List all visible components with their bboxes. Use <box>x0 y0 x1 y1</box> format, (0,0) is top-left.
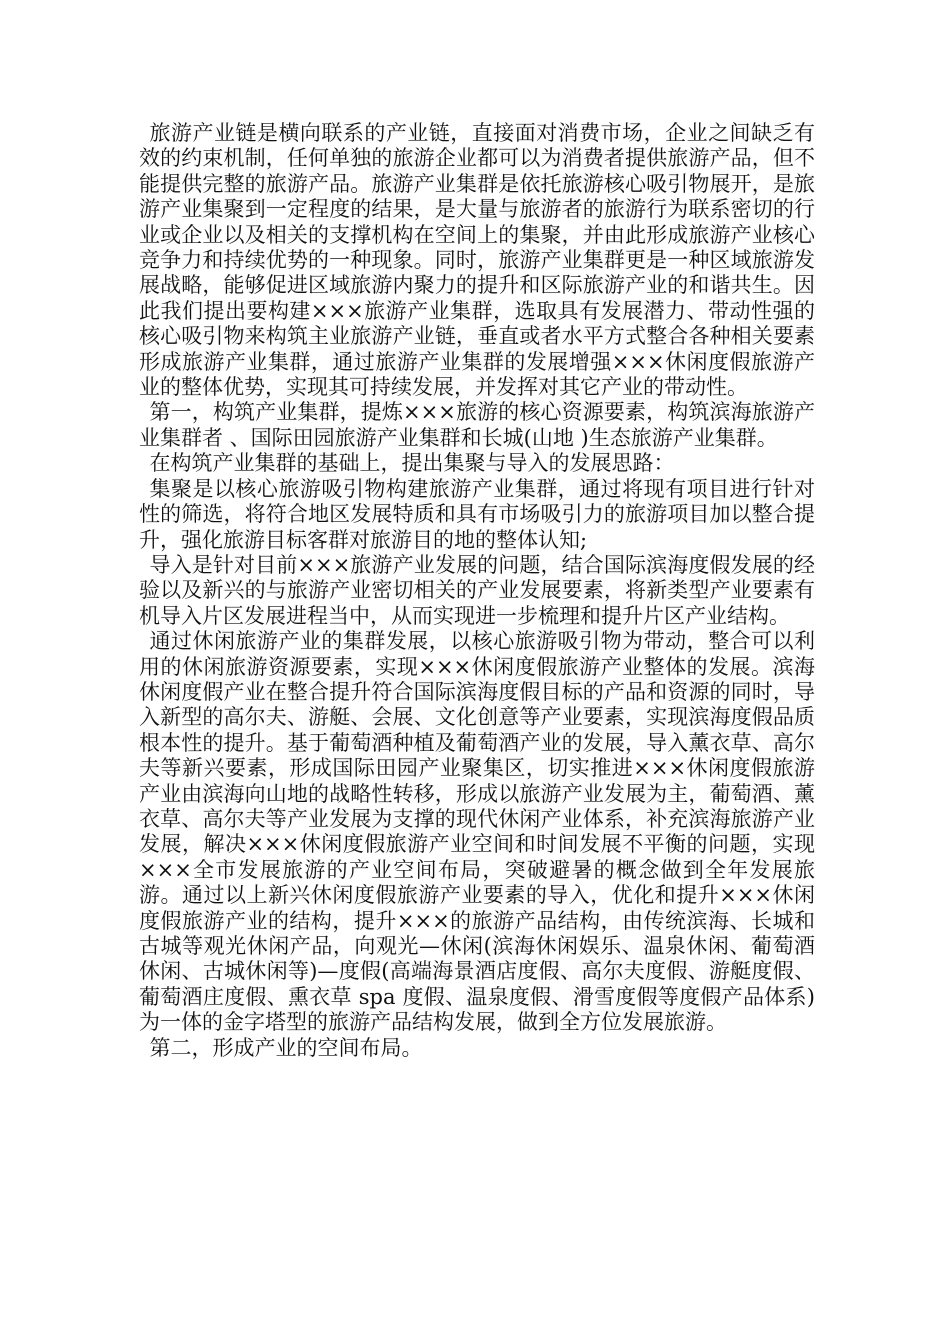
document-body <box>139 121 815 1061</box>
paragraph-approach: 在构筑产业集群的基础上，提出集聚与导入的发展思路： <box>149 451 675 476</box>
paragraph-first-point: 第一，构筑产业集群，提炼×××旅游的核心资源要素，构筑滨海旅游产业集群者 、国际田园旅游产业集群和长城(山地 )生态旅游产业集群。 <box>139 400 815 450</box>
paragraph-agglomeration: 集聚是以核心旅游吸引物构建旅游产业集群，通过将现有项目进行针对性的筛选，将符合地区发展特质和具有市场吸引力的旅游项目加以整合提升，强化旅游目标客群对旅游目的地的整体认知; <box>139 476 815 552</box>
paragraph-second-point: 第二，形成产业的空间布局。 <box>149 1035 423 1060</box>
paragraph-intro: 旅游产业链是横向联系的产业链，直接面对消费市场，企业之间缺乏有效的约束机制，任何单独的旅游企业都可以为消费者提供旅游产品，但不能提供完整的旅游产品。旅游产业集群是依托旅游核心吸引物展开，是旅游产业集聚到一定程度的结果，是大量与旅游者的旅游行为联系密切的行业或企业以及相关的支撑机构在空间上的集聚，并由此形成旅游产业核心竞争力和持续优势的一种现象。同时，旅游产业集群更是一种区域旅游发展战略，能够促进区域旅游内聚力的提升和区际旅游产业的和谐共生。因此我们提出要构建×××旅游产业集群，选取具有发展潜力、带动性强的核心吸引物来构筑主业旅游产业链，垂直或者水平方式整合各种相关要素形成旅游产业集群，通过旅游产业集群的发展增强×××休闲度假旅游产业的整体优势，实现其可持续发展，并发挥对其它产业的带动性。 <box>139 121 815 400</box>
paragraph-cluster-development: 通过休闲旅游产业的集群发展，以核心旅游吸引物为带动，整合可以利用的休闲旅游资源要素，实现×××休闲度假旅游产业整体的发展。滨海休闲度假产业在整合提升符合国际滨海度假目标的产品和资源的同时，导入新型的高尔夫、游艇、会展、文化创意等产业要素，实现滨海度假品质根本性的提升。基于葡萄酒种植及葡萄酒产业的发展，导入薰衣草、高尔夫等新兴要素，形成国际田园产业聚集区，切实推进×××休闲度假旅游产业由滨海向山地的战略性转移，形成以旅游产业发展为主，葡萄酒、薰衣草、高尔夫等产业发展为支撑的现代休闲产业体系，补充滨海旅游产业发展，解决×××休闲度假旅游产业空间和时间发展不平衡的问题，实现×××全市发展旅游的产业空间布局，突破避暑的概念做到全年发展旅游。通过以上新兴休闲度假旅游产业要素的导入，优化和提升×××休闲度假旅游产业的结构，提升×××的旅游产品结构，由传统滨海、长城和古城等观光休闲产品，向观光—休闲(滨海休闲娱乐、温泉休闲、葡萄酒休闲、古城休闲等)—度假(高端海景酒店度假、高尔夫度假、游艇度假、葡萄酒庄度假、熏衣草 spa 度假、温泉度假、滑雪度假等度假产品体系)为一体的金字塔型的旅游产品结构发展，做到全方位发展旅游。 <box>139 629 815 1035</box>
paragraph-introduction: 导入是针对目前×××旅游产业发展的问题，结合国际滨海度假发展的经验以及新兴的与旅游产业密切相关的产业发展要素，将新类型产业要素有机导入片区发展进程当中，从而实现进一步梳理和提升片区产业结构。 <box>139 552 815 628</box>
